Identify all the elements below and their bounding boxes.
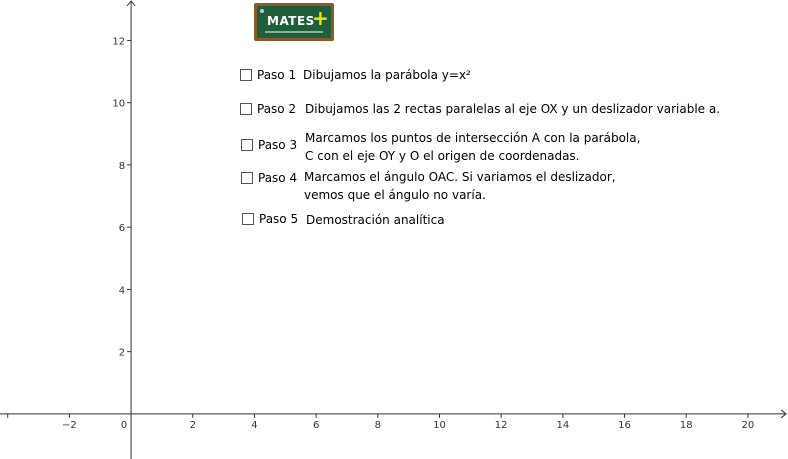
step-4-line-1: Marcamos el ángulo OAC. Si variamos el deslizador, [304, 170, 616, 184]
logo-tagline [265, 31, 323, 33]
y-tick-label: 2 [118, 347, 126, 359]
step-3-description [305, 129, 640, 165]
step-3-line-2: C con el eje OY y O el origen de coordenadas. [305, 149, 580, 163]
step-1[interactable] [240, 68, 296, 82]
y-tick-label: 12 [112, 36, 126, 48]
x-tick-label: 8 [374, 419, 381, 431]
logo-dot-icon [260, 9, 264, 13]
axis-ticks [8, 36, 755, 430]
step-2-checkbox[interactable] [240, 103, 252, 115]
y-tick-label: 10 [112, 98, 126, 110]
x-tick-label: 4 [251, 419, 258, 431]
step-4[interactable] [241, 171, 297, 185]
step-5-line-1: Demostración analítica [306, 213, 445, 227]
y-tick-label: 8 [118, 160, 126, 172]
logo-chalkboard [257, 6, 331, 38]
step-5-label: Paso 5 [259, 212, 299, 226]
step-4-checkbox[interactable] [241, 172, 253, 184]
x-tick-label: 12 [494, 419, 508, 431]
x-tick-label: 0 [120, 419, 128, 431]
step-3[interactable] [241, 138, 297, 152]
step-2[interactable] [240, 102, 296, 116]
step-4-line-2: vemos que el ángulo no varía. [304, 188, 486, 202]
step-4-description [304, 168, 616, 204]
x-tick-label: 18 [679, 419, 693, 431]
step-2-label: Paso 2 [257, 102, 297, 116]
x-tick-label: 10 [433, 419, 446, 431]
step-2-description [305, 100, 720, 118]
step-5-checkbox[interactable] [242, 213, 254, 225]
y-tick-label: 4 [118, 285, 126, 297]
step-5-description [306, 211, 445, 229]
logo-word: MATES [267, 14, 315, 28]
x-tick-label: −2 [62, 419, 77, 431]
step-1-checkbox[interactable] [240, 69, 252, 81]
x-tick-label: 14 [556, 419, 570, 431]
x-tick-label: 16 [618, 419, 631, 431]
y-tick-label: 6 [118, 223, 126, 235]
step-3-label: Paso 3 [258, 138, 298, 152]
logo-plus-icon: + [312, 6, 329, 30]
step-2-line-1: Dibujamos las 2 rectas paralelas al eje OX y un deslizador variable a. [305, 102, 721, 116]
x-tick-label: 2 [189, 419, 196, 431]
x-tick-label: 20 [741, 419, 755, 431]
step-1-label: Paso 1 [257, 68, 297, 82]
step-5[interactable] [242, 212, 298, 226]
step-1-description [303, 66, 471, 84]
step-3-checkbox[interactable] [241, 139, 253, 151]
step-1-line-1: Dibujamos la parábola y=x² [303, 68, 471, 82]
mates-logo [254, 3, 334, 41]
step-3-line-1: Marcamos los puntos de intersección A con la parábola, [305, 131, 641, 145]
step-4-label: Paso 4 [258, 171, 298, 185]
x-tick-label: 6 [312, 419, 320, 431]
